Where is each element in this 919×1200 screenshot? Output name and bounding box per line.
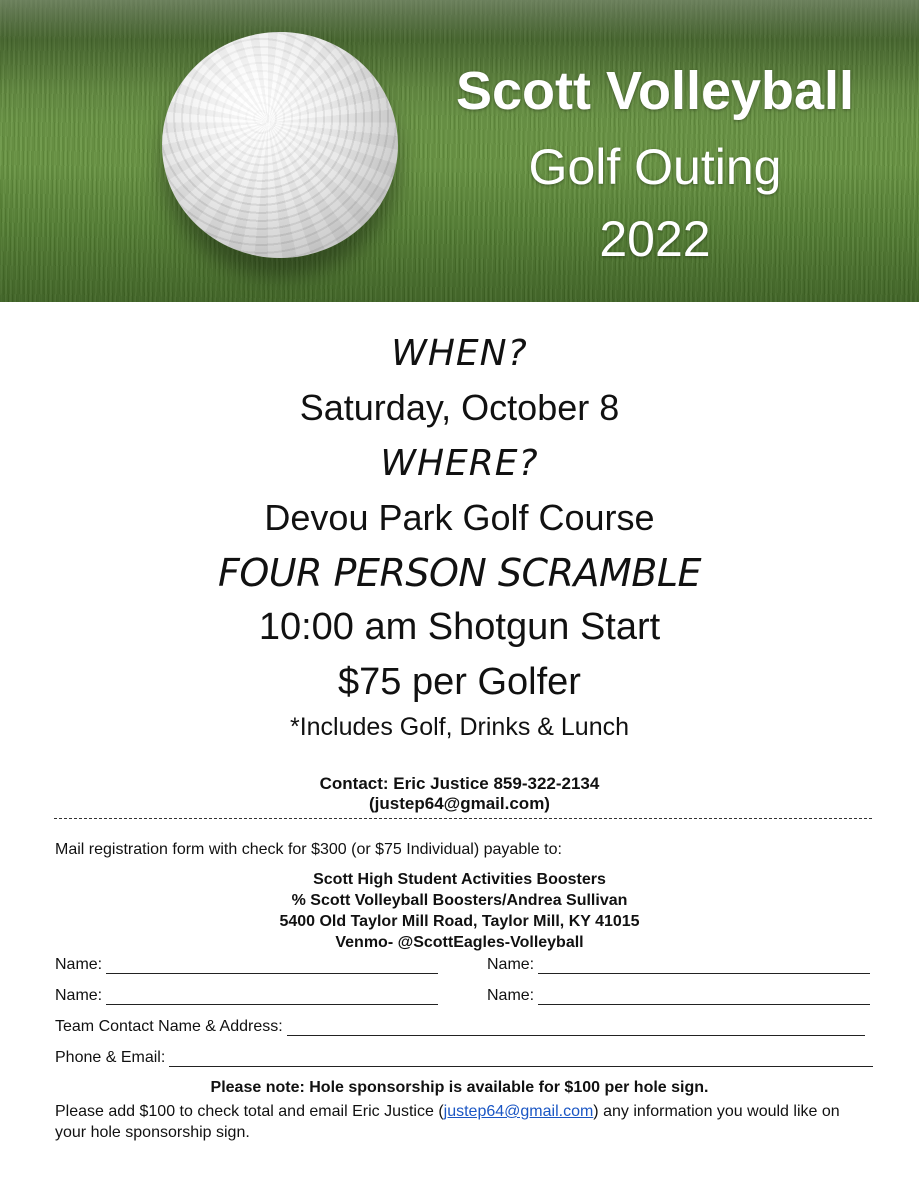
name-blank-line[interactable] [538, 989, 870, 1005]
phone-email-field[interactable] [55, 1049, 873, 1067]
banner-title: Scott Volleyball [455, 61, 855, 121]
registration-intro: Mail registration form with check for $300 (or $75 Individual) payable to: [55, 841, 562, 858]
name-blank-line[interactable] [538, 958, 870, 974]
name-label: Name: [487, 987, 535, 1004]
event-date: Saturday, October 8 [299, 387, 620, 428]
banner-subtitle: Golf Outing [528, 139, 782, 195]
contact-email: (justep64@gmail.com) [369, 794, 550, 813]
where-label: WHERE? [380, 443, 539, 484]
name-label: Name: [55, 987, 103, 1004]
banner-year: 2022 [599, 211, 711, 267]
phone-email-label: Phone & Email: [55, 1049, 166, 1066]
sponsorship-text-end: ) any information you would like on your hole sponsorship sign. [55, 1103, 840, 1141]
address-line: 5400 Old Taylor Mill Road, Taylor Mill, KY 41015 [279, 913, 640, 930]
sponsorship-note: Please note: Hole sponsorship is available for $100 per hole sign. [210, 1079, 709, 1096]
event-start: 10:00 am Shotgun Start [258, 606, 661, 648]
sponsorship-text-start: Please add $100 to check total and email Eric Justice ( [55, 1103, 444, 1120]
header-banner [0, 0, 919, 302]
sponsorship-email-link[interactable]: justep64@gmail.com [443, 1103, 594, 1120]
sponsorship-text [55, 1101, 865, 1143]
event-format: FOUR PERSON SCRAMBLE [217, 551, 702, 595]
name-label: Name: [55, 956, 103, 973]
name-field-2[interactable] [487, 956, 870, 974]
name-field-4[interactable] [487, 987, 870, 1005]
contact-line: Contact: Eric Justice 859-322-2134 [319, 774, 600, 793]
event-includes: *Includes Golf, Drinks & Lunch [289, 713, 630, 741]
name-label: Name: [487, 956, 535, 973]
address-line: Scott High Student Activities Boosters [313, 871, 606, 888]
when-label: WHEN? [391, 333, 528, 374]
cut-line-divider [54, 818, 872, 819]
event-location: Devou Park Golf Course [264, 497, 655, 538]
team-contact-field[interactable] [55, 1018, 865, 1036]
name-blank-line[interactable] [106, 989, 438, 1005]
name-blank-line[interactable] [106, 958, 438, 974]
address-line: % Scott Volleyball Boosters/Andrea Sullivan [291, 892, 628, 909]
phone-email-blank-line[interactable] [169, 1051, 873, 1067]
team-contact-label: Team Contact Name & Address: [55, 1018, 283, 1035]
name-field-3[interactable] [55, 987, 438, 1005]
team-contact-blank-line[interactable] [287, 1020, 865, 1036]
golf-ball-image [162, 32, 398, 258]
event-price: $75 per Golfer [338, 661, 581, 703]
name-field-1[interactable] [55, 956, 438, 974]
venmo-line: Venmo- @ScottEagles-Volleyball [335, 934, 584, 951]
